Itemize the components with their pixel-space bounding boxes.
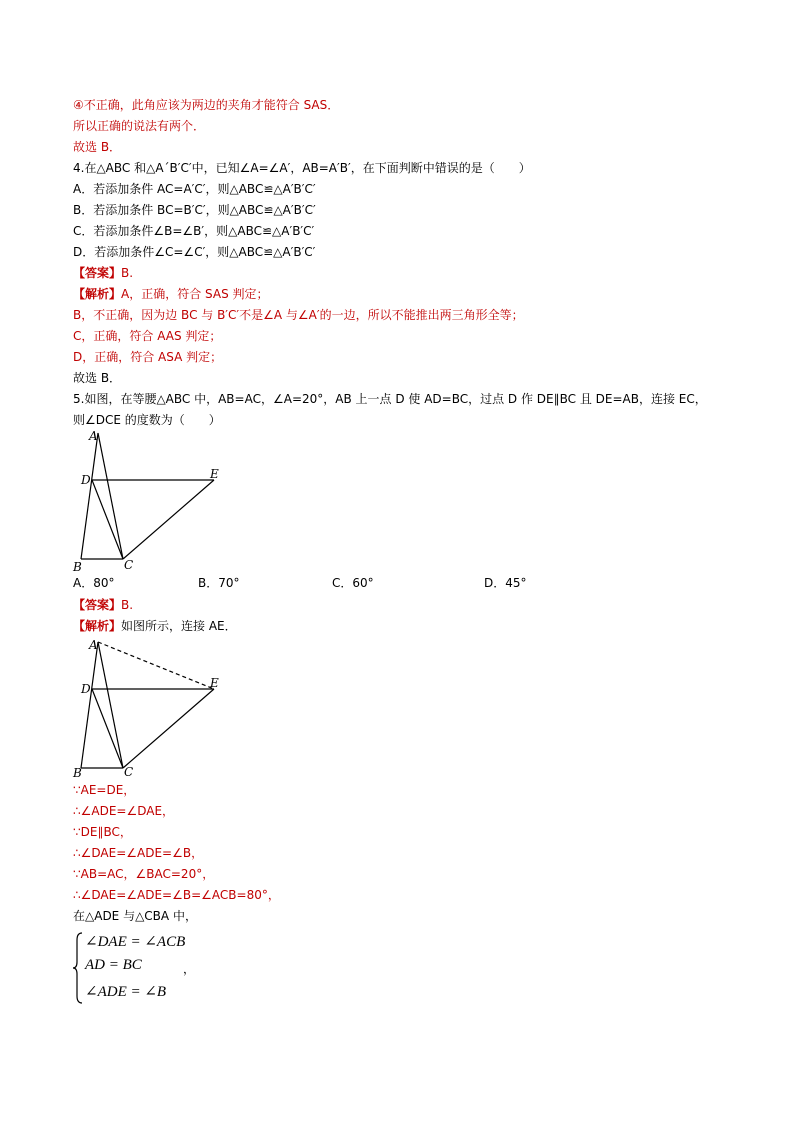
option-a: A．80° bbox=[73, 576, 115, 590]
explanation-line bbox=[73, 286, 269, 302]
label-d: D bbox=[81, 473, 91, 487]
option-b: B．若添加条件 BC=B′C′，则△ABC≌△A′B′C′ bbox=[73, 203, 316, 217]
label-d: D bbox=[81, 682, 91, 696]
label-a: A bbox=[89, 638, 98, 652]
explanation-tag: 【解析】 bbox=[73, 287, 122, 301]
option-b: B．70° bbox=[198, 576, 240, 590]
text-line: 故选 B． bbox=[73, 371, 122, 385]
text-line: B，不正确，因为边 BC 与 B′C′不是∠A 与∠A′的一边，所以不能推出两三角形全等； bbox=[73, 308, 524, 322]
text-line: 故选 B． bbox=[73, 140, 122, 154]
explanation-tag: 【解析】 bbox=[73, 619, 122, 633]
solution-step: ∴∠ADE=∠DAE， bbox=[73, 804, 175, 818]
option-d: D．45° bbox=[484, 576, 527, 590]
options-row bbox=[73, 575, 527, 591]
solution-step: ∵AE=DE， bbox=[73, 783, 136, 797]
equation-row: AD = BC bbox=[85, 957, 142, 973]
label-c: C bbox=[124, 765, 134, 779]
equation-system bbox=[73, 930, 213, 1005]
triangle-figure-1 bbox=[73, 428, 233, 573]
question-4: 4.在△ABC 和△A´B′C′中，已知∠A=∠A′，AB=A′B′，在下面判断中错误的是（ ） bbox=[73, 161, 531, 175]
explanation-line bbox=[73, 618, 237, 634]
answer-value: B. bbox=[121, 266, 134, 280]
question-5: 5.如图，在等腰△ABC 中，AB=AC，∠A=20°，AB 上一点 D 使 AD=BC，过点 D 作 DE∥BC 且 DE=AB，连接 EC， bbox=[73, 392, 707, 406]
option-d: D．若添加条件∠C=∠C′，则△ABC≌△A′B′C′ bbox=[73, 245, 316, 259]
text-line: 所以正确的说法有两个． bbox=[73, 119, 206, 133]
option-c: C．若添加条件∠B=∠B′，则△ABC≌△A′B′C′ bbox=[73, 224, 315, 238]
text-line: C，正确，符合 AAS 判定； bbox=[73, 329, 222, 343]
equation-row: ∠DAE = ∠ACB bbox=[85, 934, 186, 950]
question-5-cont: 则∠DCE 的度数为（ ） bbox=[73, 413, 221, 427]
label-b: B bbox=[73, 766, 82, 780]
triangle-figure-2 bbox=[73, 637, 233, 782]
left-brace bbox=[73, 932, 83, 1004]
equation-comma: ， bbox=[183, 962, 196, 976]
solution-step: ∴∠DAE=∠ADE=∠B=∠ACB=80°， bbox=[73, 888, 280, 902]
label-c: C bbox=[124, 558, 134, 572]
answer-line bbox=[73, 597, 133, 613]
label-e: E bbox=[210, 467, 219, 481]
answer-tag: 【答案】 bbox=[73, 266, 122, 280]
solution-step: ∵AB=AC，∠BAC=20°， bbox=[73, 867, 215, 881]
answer-line bbox=[73, 265, 133, 281]
solution-step: 在△ADE 与△CBA 中， bbox=[73, 909, 197, 923]
answer-value: B. bbox=[121, 598, 134, 612]
explanation-text: 如图所示，连接 AE． bbox=[121, 619, 237, 633]
explanation-text: A，正确，符合 SAS 判定； bbox=[121, 287, 269, 301]
solution-step: ∴∠DAE=∠ADE=∠B， bbox=[73, 846, 204, 860]
option-a: A．若添加条件 AC=A′C′，则△ABC≌△A′B′C′ bbox=[73, 182, 316, 196]
solution-step: ∵DE∥BC， bbox=[73, 825, 132, 839]
label-e: E bbox=[210, 676, 219, 690]
label-b: B bbox=[73, 560, 82, 574]
equation-row: ∠ADE = ∠B bbox=[85, 984, 167, 1000]
answer-tag: 【答案】 bbox=[73, 598, 122, 612]
text-line: D，正确，符合 ASA 判定； bbox=[73, 350, 223, 364]
label-a: A bbox=[89, 429, 98, 443]
option-c: C．60° bbox=[332, 576, 374, 590]
text-line: ④不正确，此角应该为两边的夹角才能符合 SAS． bbox=[73, 98, 340, 112]
